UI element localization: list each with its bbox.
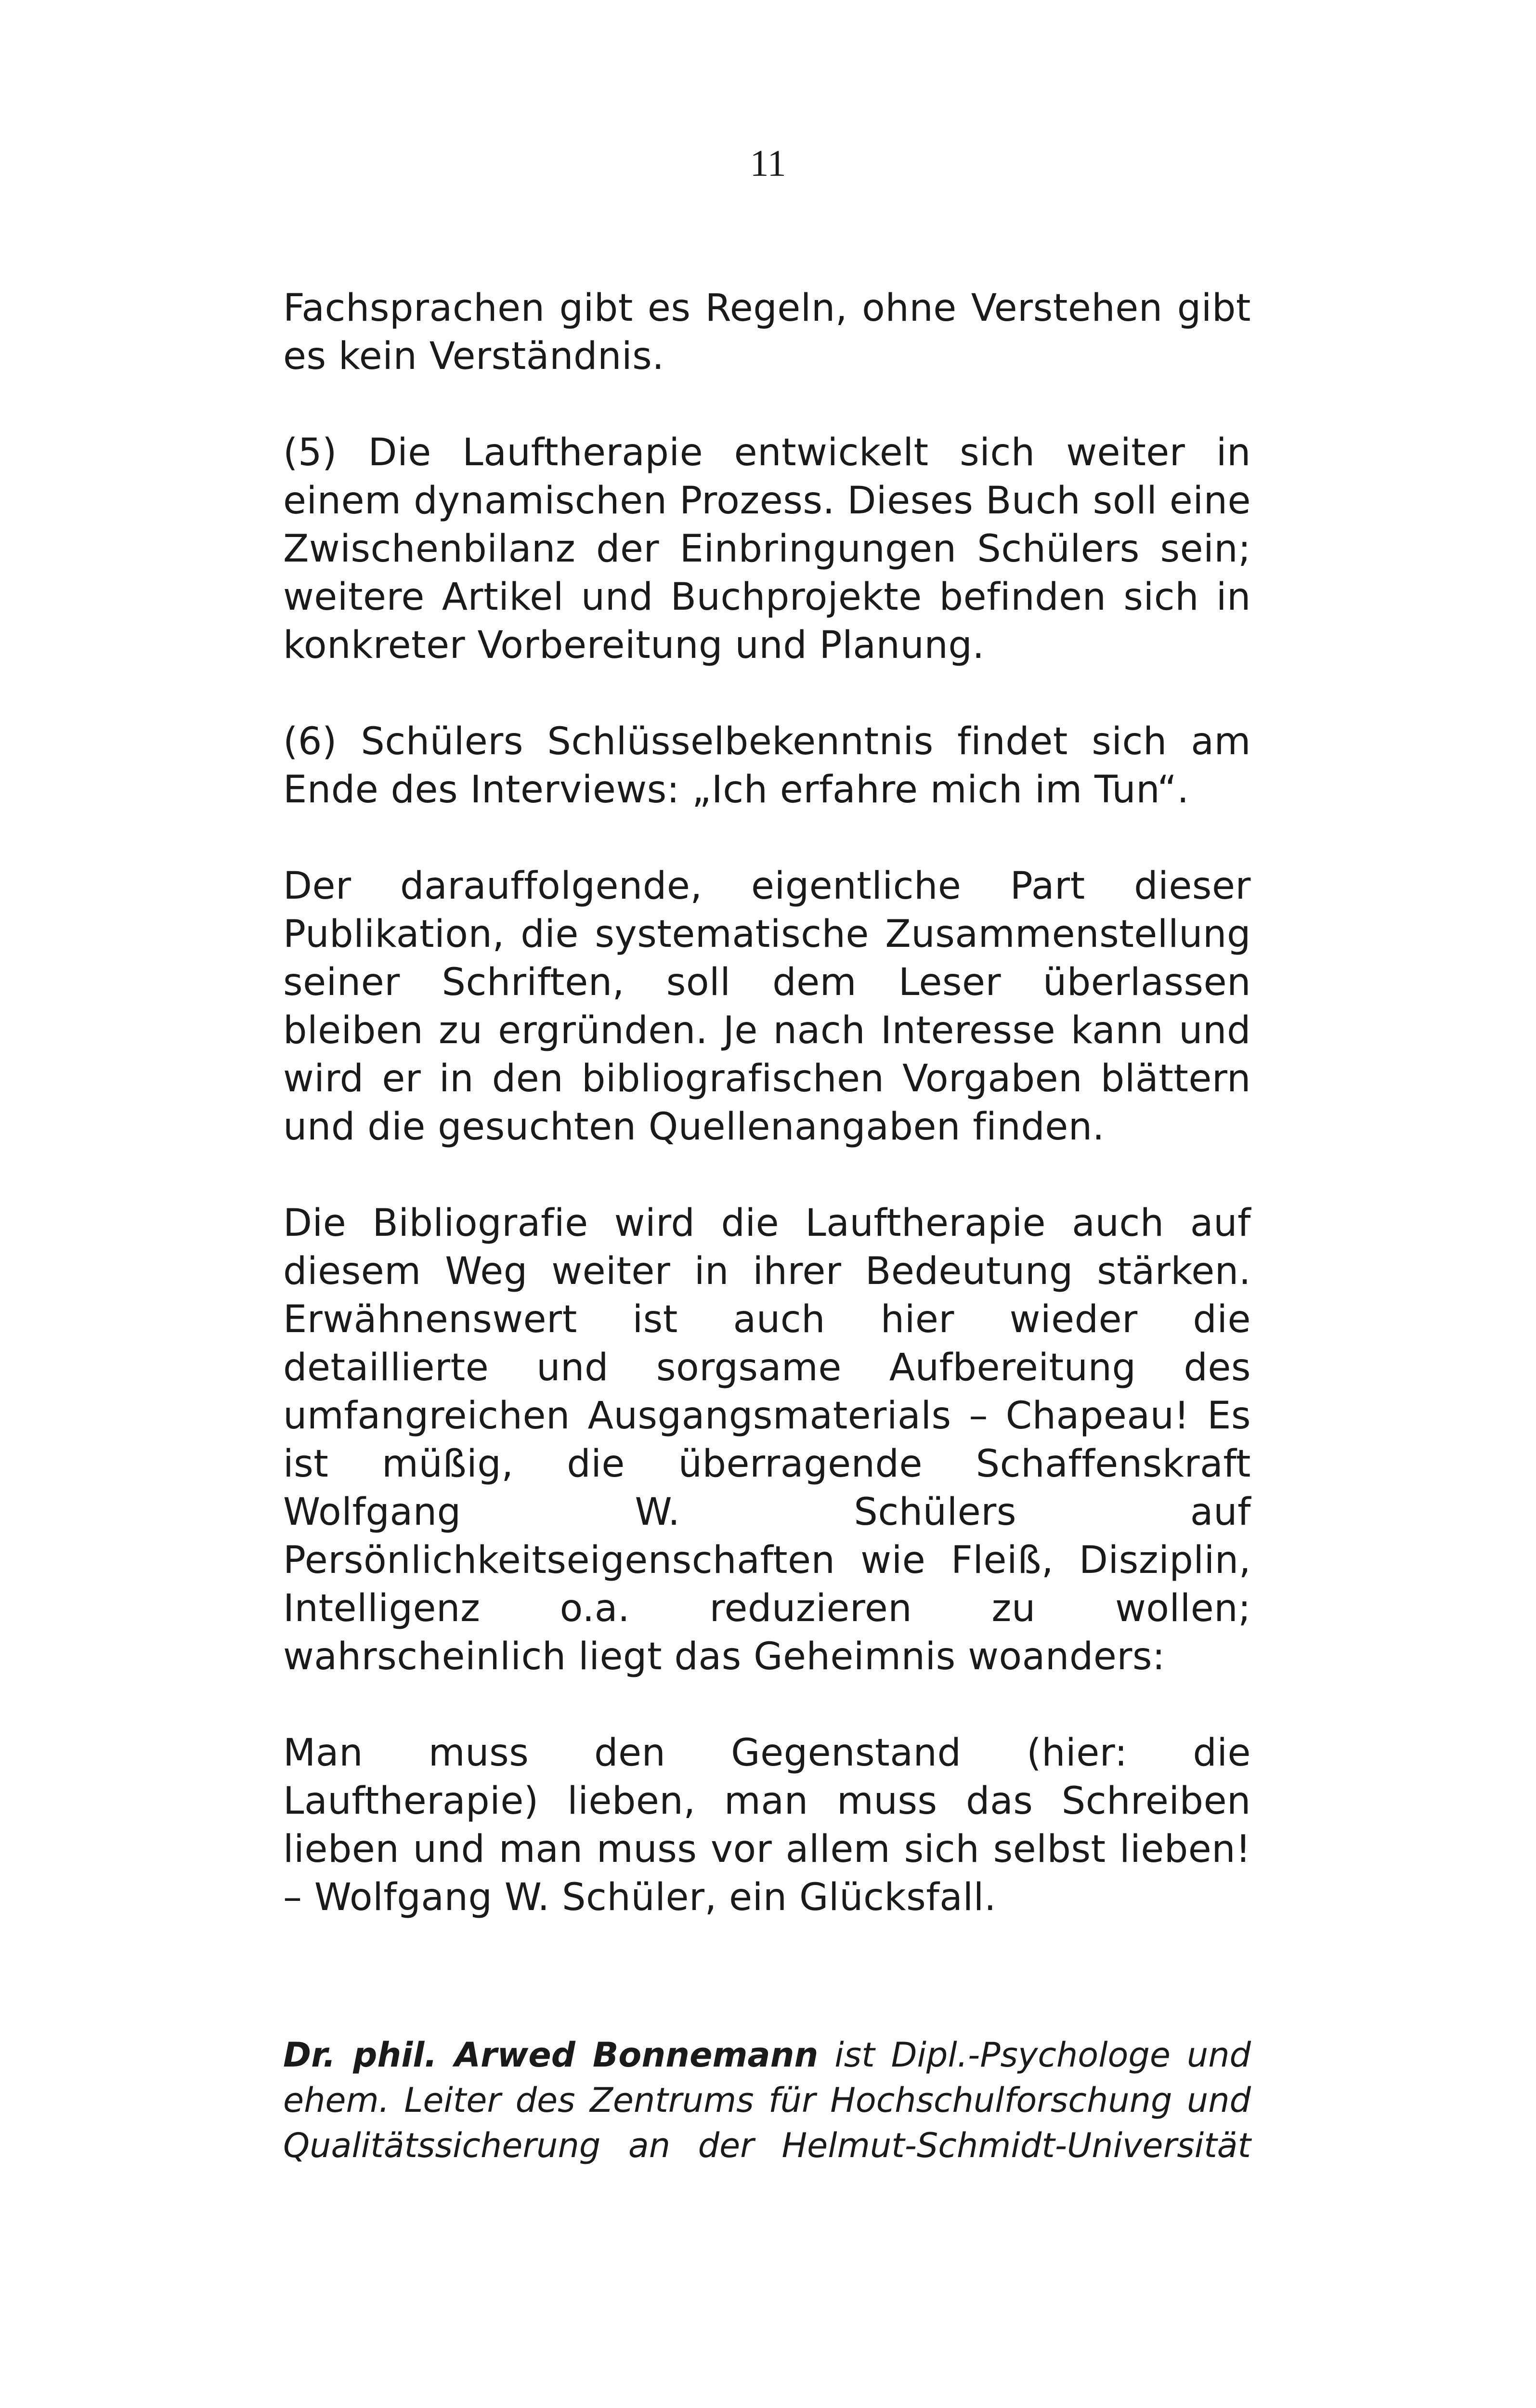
- paragraph-2: (5) Die Lauftherapie entwickelt sich weiter in einem dynamischen Prozess. Dieses Buch soll eine Zwischenbilanz der Einbringungen Schülers sein; weitere Artikel und Buchprojekte befinden sich in konkreter Vorbereitung und Planung.: [283, 431, 1251, 667]
- author-description: ist Dipl.-Psychologe und ehem. Leiter des Zentrums für Hochschulforschung und Qualitätssicherung an der Helmut-Schmidt-Universität: [283, 2035, 1251, 2165]
- page-number: 11: [750, 142, 786, 184]
- paragraph-1: Fachsprachen gibt es Regeln, ohne Verstehen gibt es kein Verständnis.: [283, 287, 1251, 378]
- paragraph-5: Die Bibliografie wird die Lauftherapie auch auf diesem Weg weiter in ihrer Bedeutung stärken. Erwähnenswert ist auch hier wieder die detaillierte und sorgsame Aufbereitung des umfangreichen Ausgangsmaterials – Chapeau! Es ist müßig, die überragende Schaffenskraft Wolfgang W. Schülers auf Persönlichkeitseigenschaften wie Fleiß, Disziplin, Intelligenz o.a. reduzieren zu wollen; wahrscheinlich liegt das Geheimnis woanders:: [283, 1202, 1251, 1678]
- paragraph-3: (6) Schülers Schlüsselbekenntnis findet sich am Ende des Interviews: „Ich erfahre mich im Tun“.: [283, 720, 1251, 811]
- author-note: [283, 2032, 1251, 2168]
- paragraph-6: Man muss den Gegenstand (hier: die Lauftherapie) lieben, man muss das Schreiben lieben und man muss vor allem sich selbst lieben! – Wolfgang W. Schüler, ein Glücksfall.: [283, 1731, 1251, 1919]
- body-text: [283, 284, 1251, 1922]
- paragraph-4: Der darauffolgende, eigentliche Part dieser Publikation, die systematische Zusammenstellung seiner Schriften, soll dem Leser überlassen bleiben zu ergründen. Je nach Interesse kann und wird er in den bibliografischen Vorgaben blättern und die gesuchten Quellenangaben finden.: [283, 864, 1251, 1149]
- author-name: Dr. phil. Arwed Bonnemann: [283, 2035, 819, 2075]
